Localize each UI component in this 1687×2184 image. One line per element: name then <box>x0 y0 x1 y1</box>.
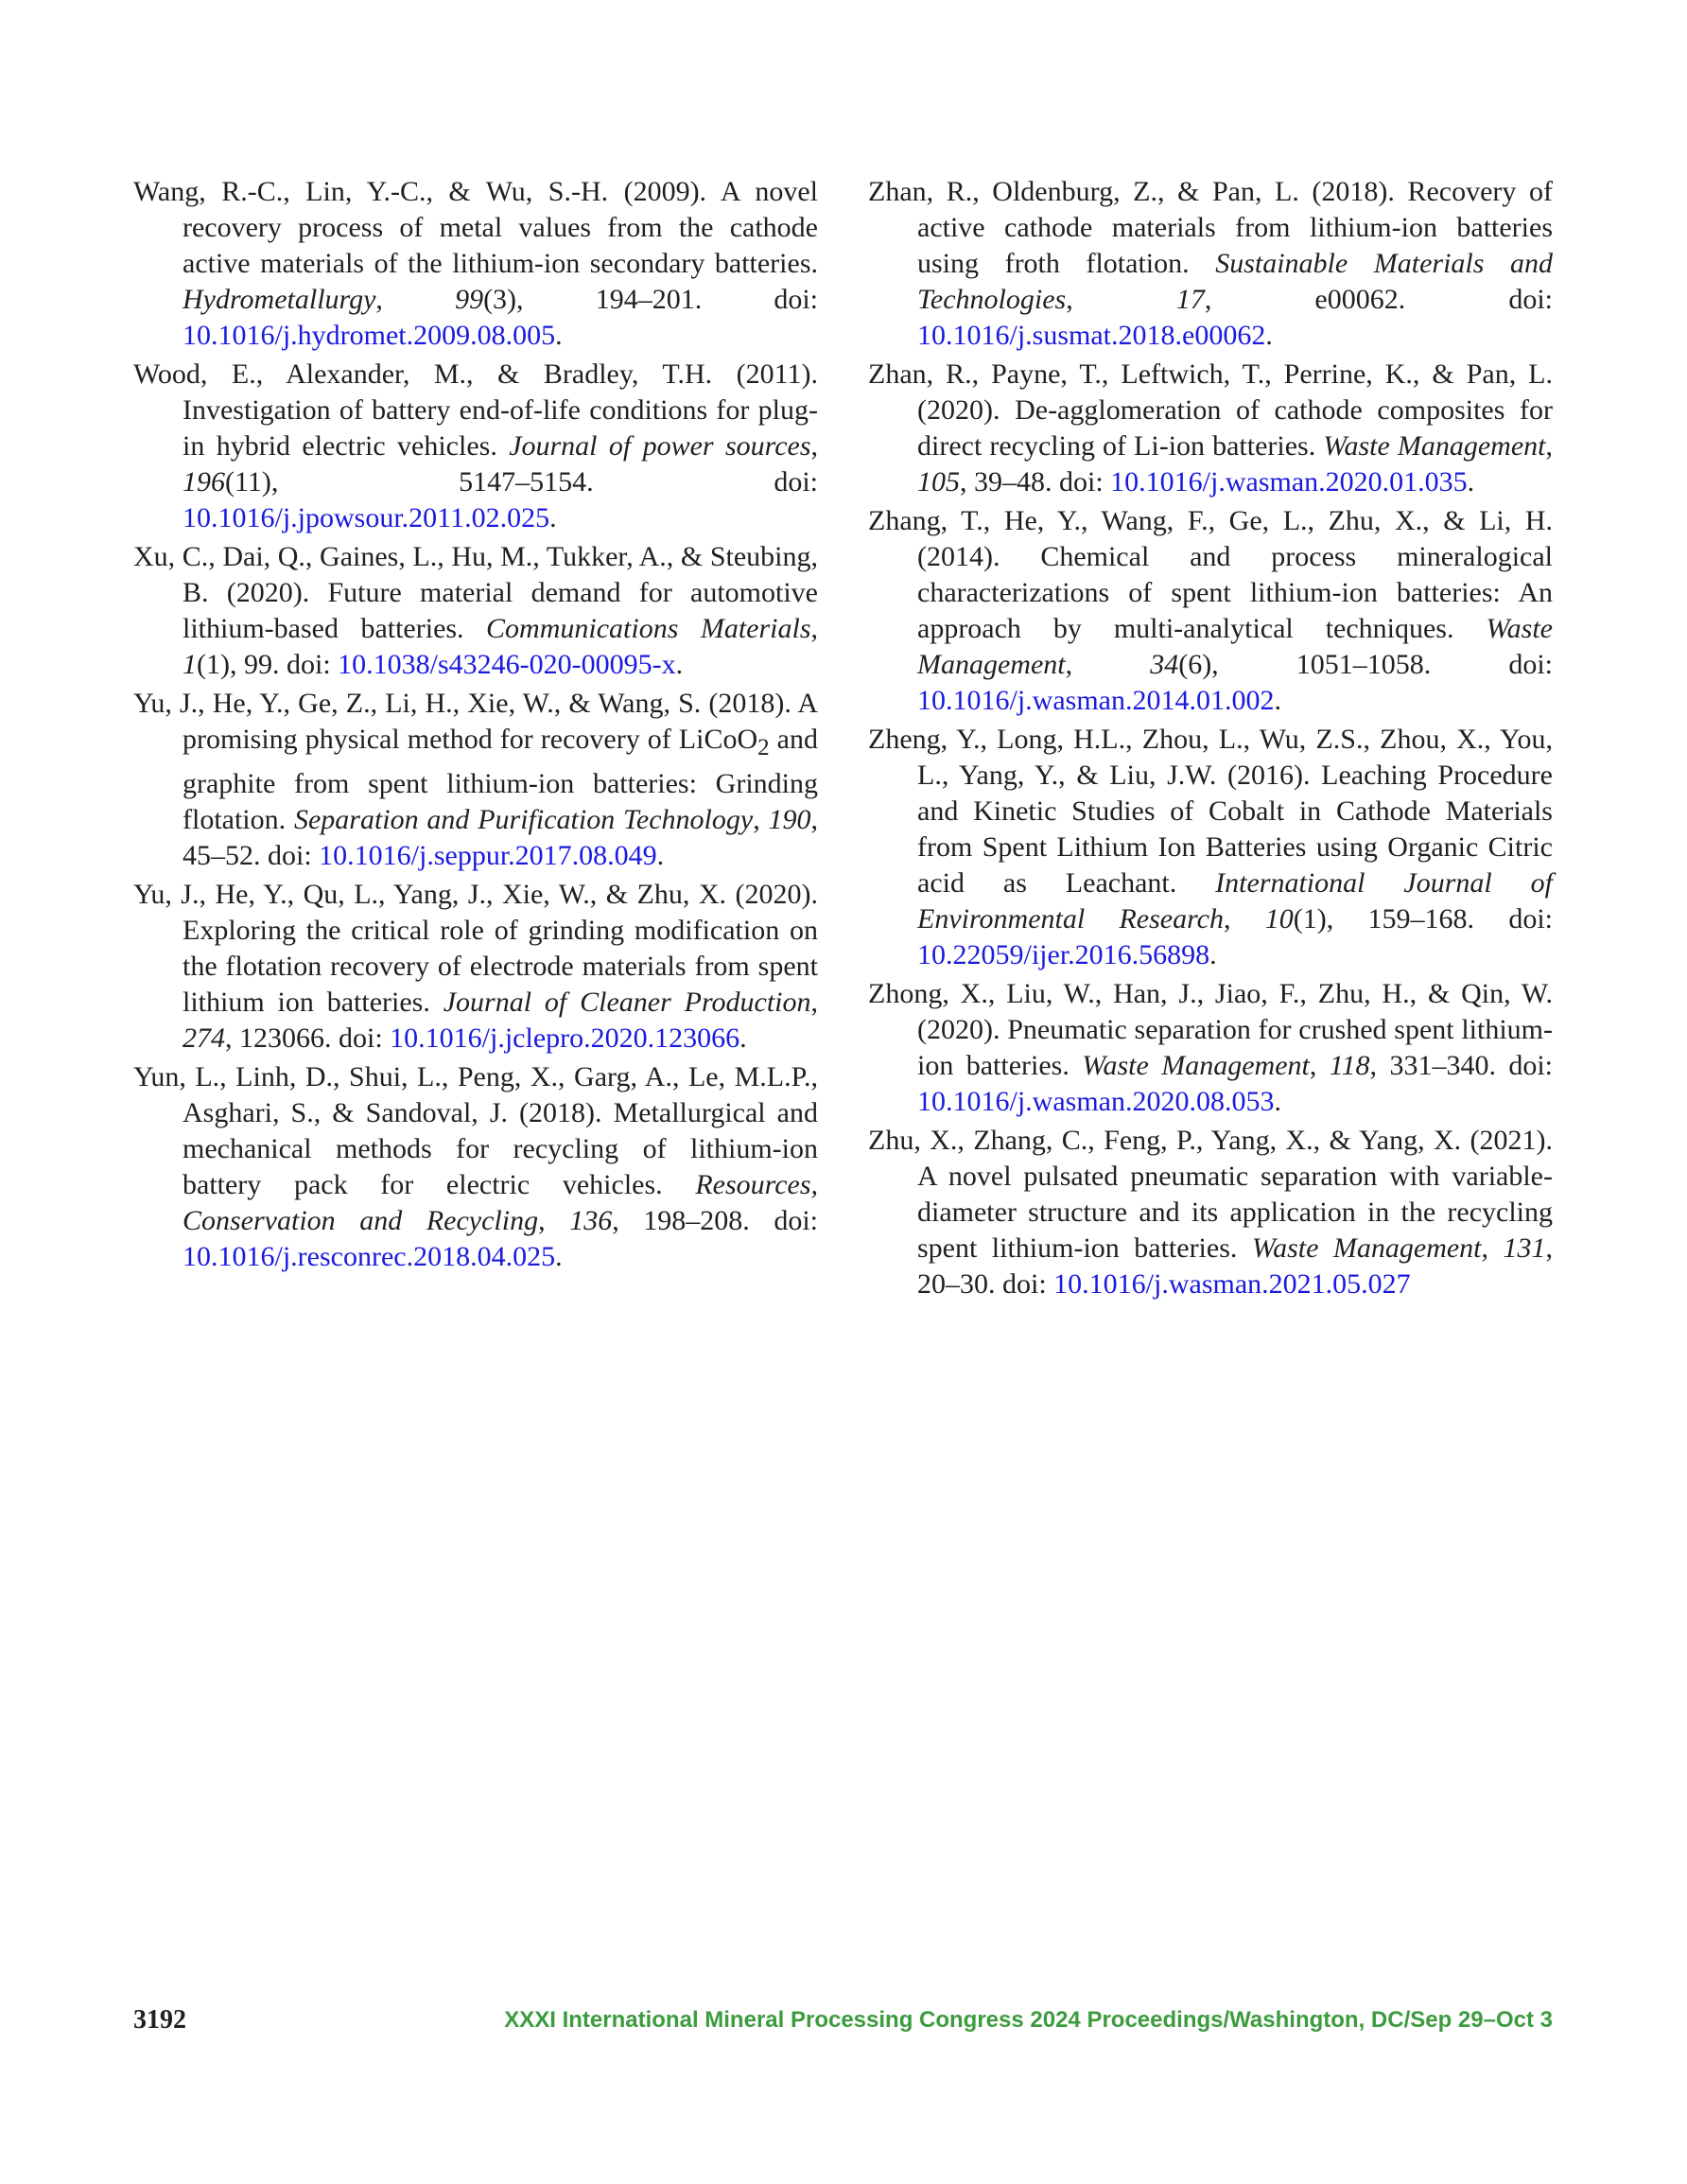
doi-link[interactable]: 10.1016/j.susmat.2018.e00062 <box>917 320 1266 351</box>
reference-entry: Zhan, R., Payne, T., Leftwich, T., Perrine, K., & Pan, L. (2020). De-agglomeration of cathode composites for direct recycling of Li-ion batteries. Waste Management, 105, 39–48. doi: 10.1016/j.wasman.2020.01.035. <box>868 358 1553 498</box>
doi-link[interactable]: 10.1016/j.wasman.2014.01.002 <box>917 685 1275 716</box>
doi-link[interactable]: 10.22059/ijer.2016.56898 <box>917 939 1210 970</box>
page-footer <box>133 2005 1553 2043</box>
doi-link[interactable]: 10.1016/j.wasman.2021.05.027 <box>1053 1268 1411 1300</box>
doi-link[interactable]: 10.1038/s43246-020-00095-x <box>338 649 676 680</box>
reference-entry: Zheng, Y., Long, H.L., Zhou, L., Wu, Z.S., Zhou, X., You, L., Yang, Y., & Liu, J.W. (2016). Leaching Procedure and Kinetic Studies of Cobalt in Cathode Materials from Spent Lithium Ion Batteries using Organic Citric acid as Leachant. International Journal of Environmental Research, 10(1), 159–168. doi: 10.22059/ijer.2016.56898. <box>868 724 1554 970</box>
reference-entry: Zhu, X., Zhang, C., Feng, P., Yang, X., & Yang, X. (2021). A novel pulsated pneumatic separation with variable-diameter structure and its application in the recycling spent lithium-ion batteries. Waste Management, 131, 20–30. doi: 10.1016/j.wasman.2021.05.027 <box>868 1125 1553 1300</box>
page-number: 3192 <box>133 2005 186 2035</box>
reference-entry: Zhong, X., Liu, W., Han, J., Jiao, F., Zhu, H., & Qin, W. (2020). Pneumatic separation for crushed spent lithium-ion batteries. Waste Management, 118, 331–340. doi: 10.1016/j.wasman.2020.08.053. <box>868 978 1554 1117</box>
doi-link[interactable]: 10.1016/j.jpowsour.2011.02.025 <box>183 502 550 533</box>
references-right-column <box>868 174 1553 1305</box>
doi-link[interactable]: 10.1016/j.wasman.2020.08.053 <box>917 1086 1275 1117</box>
references-left-column <box>133 174 818 1278</box>
reference-entry: Yun, L., Linh, D., Shui, L., Peng, X., Garg, A., Le, M.L.P., Asghari, S., & Sandoval, J. (2018). Metallurgical and mechanical methods for recycling of lithium-ion battery pack for electric vehicles. Resources, Conservation and Recycling, 136, 198–208. doi: 10.1016/j.resconrec.2018.04.025. <box>133 1061 819 1272</box>
doi-link[interactable]: 10.1016/j.wasman.2020.01.035 <box>1110 466 1468 498</box>
doi-link[interactable]: 10.1016/j.jclepro.2020.123066 <box>390 1022 740 1054</box>
reference-entry: Wood, E., Alexander, M., & Bradley, T.H. (2011). Investigation of battery end-of-life conditions for plug-in hybrid electric vehicles. Journal of power sources, 196(11), 5147–5154. doi: 10.1016/j.jpowsour.2011.02.025. <box>133 358 818 533</box>
running-title: XXXI International Mineral Processing Congress 2024 Proceedings/Washington, DC/Sep 29–Oct 3 <box>504 2007 1553 2033</box>
reference-entry: Wang, R.-C., Lin, Y.-C., & Wu, S.-H. (2009). A novel recovery process of metal values from the cathode active materials of the lithium-ion secondary batteries. Hydrometallurgy, 99(3), 194–201. doi: 10.1016/j.hydromet.2009.08.005. <box>133 176 819 351</box>
doi-link[interactable]: 10.1016/j.seppur.2017.08.049 <box>319 840 657 871</box>
reference-entry: Xu, C., Dai, Q., Gaines, L., Hu, M., Tukker, A., & Steubing, B. (2020). Future material demand for automotive lithium-based batteries. Communications Materials, 1(1), 99. doi: 10.1038/s43246-020-00095-x. <box>133 541 818 680</box>
doi-link[interactable]: 10.1016/j.hydromet.2009.08.005 <box>183 320 556 351</box>
reference-entry: Yu, J., He, Y., Ge, Z., Li, H., Xie, W., & Wang, S. (2018). A promising physical method for recovery of LiCoO$_2$ and graphite from spent lithium-ion batteries: Grinding flotation. Separation and Purification Technology, 190, 45–52. doi: 10.1016/j.seppur.2017.08.049. <box>133 688 818 871</box>
reference-entry: Yu, J., He, Y., Qu, L., Yang, J., Xie, W., & Zhu, X. (2020). Exploring the critical role of grinding modification on the flotation recovery of electrode materials from spent lithium ion batteries. Journal of Cleaner Production, 274, 123066. doi: 10.1016/j.jclepro.2020.123066. <box>133 879 818 1054</box>
reference-entry: Zhang, T., He, Y., Wang, F., Ge, L., Zhu, X., & Li, H. (2014). Chemical and process mineralogical characterizations of spent lithium-ion batteries: An approach by multi-analytical techniques. Waste Management, 34(6), 1051–1058. doi: 10.1016/j.wasman.2014.01.002. <box>868 505 1553 716</box>
reference-entry: Zhan, R., Oldenburg, Z., & Pan, L. (2018). Recovery of active cathode materials from lithium-ion batteries using froth flotation. Sustainable Materials and Technologies, 17, e00062. doi: 10.1016/j.susmat.2018.e00062. <box>868 176 1553 351</box>
doi-link[interactable]: 10.1016/j.resconrec.2018.04.025 <box>183 1241 556 1272</box>
